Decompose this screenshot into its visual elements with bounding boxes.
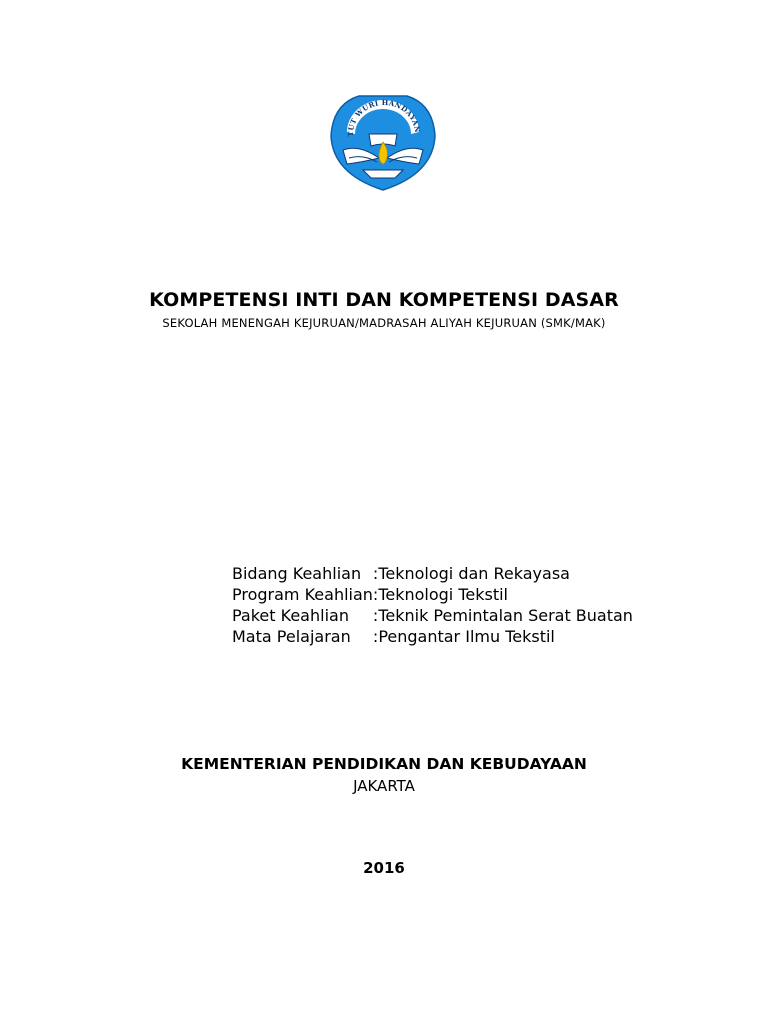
- info-row: [232, 584, 633, 605]
- document-subtitle: SEKOLAH MENENGAH KEJURUAN/MADRASAH ALIYAH KEJURUAN (SMK/MAK): [162, 316, 606, 330]
- info-value: Pengantar Ilmu Tekstil: [378, 627, 555, 646]
- info-value: Teknologi Tekstil: [378, 585, 508, 604]
- info-row: [232, 563, 633, 584]
- publication-year: 2016: [363, 859, 405, 877]
- ministry-name: KEMENTERIAN PENDIDIKAN DAN KEBUDAYAAN: [181, 755, 587, 773]
- logo-motto: TUT WURI HANDAYAN: [345, 97, 423, 137]
- info-table: [232, 563, 633, 647]
- info-label: Program Keahlian: [232, 585, 373, 604]
- info-row: [232, 626, 633, 647]
- info-value: Teknik Pemintalan Serat Buatan: [378, 606, 633, 625]
- info-separator: :: [372, 606, 379, 625]
- info-label: Mata Pelajaran: [232, 627, 351, 646]
- info-separator: :: [372, 585, 379, 604]
- info-value: Teknologi dan Rekayasa: [378, 564, 570, 583]
- info-label: Paket Keahlian: [232, 606, 349, 625]
- info-separator: :: [372, 564, 379, 583]
- info-row: [232, 605, 633, 626]
- document-title: KOMPETENSI INTI DAN KOMPETENSI DASAR: [149, 289, 619, 311]
- city-name: JAKARTA: [353, 777, 415, 795]
- info-label: Bidang Keahlian: [232, 564, 362, 583]
- info-separator: :: [372, 627, 379, 646]
- tut-wuri-handayani-logo: [329, 92, 437, 192]
